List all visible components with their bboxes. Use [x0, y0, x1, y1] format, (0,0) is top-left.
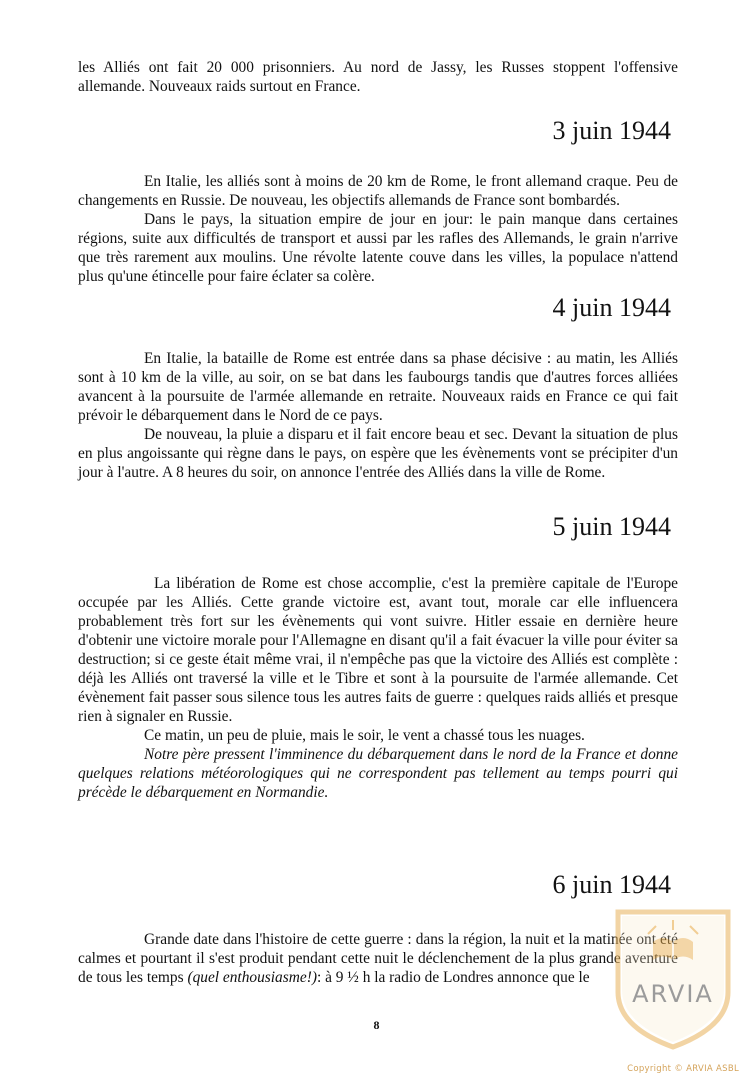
intro-paragraph: les Alliés ont fait 20 000 prisonniers. Au nord de Jassy, les Russes stoppent l'offensive allemande. Nouveaux raids surtout en France.: [78, 59, 678, 95]
june3-paragraph-2: Dans le pays, la situation empire de jour en jour: le pain manque dans certaines régions, suite aux difficultés de transport et aussi par les rafles des Allemands, le grain n'arrive que très rarement aux moulins. Une révolte latente couve dans les villes, la populace n'attend plus qu'une étincelle pour faire éclater sa colère.: [78, 211, 678, 285]
date-heading-6-june: 6 juin 1944: [552, 870, 671, 899]
watermark-text: ARVIA: [632, 980, 714, 1008]
june4-paragraph-2: De nouveau, la pluie a disparu et il fait encore beau et sec. Devant la situation de plus en plus angoissante qui règne dans le pays, on espère que les évènements vont se précipiter d'un jour à l'autre. A 8 heures du soir, on annonce l'entrée des Alliés dans la ville de Rome.: [78, 426, 678, 481]
june6-text-b: : à 9 ½ h la radio de Londres annonce que le: [316, 969, 590, 986]
date-heading-4-june: 4 juin 1944: [552, 293, 671, 322]
june5-paragraph-3: Notre père pressent l'imminence du débarquement dans le nord de la France et donne quelques relations météorologiques qui ne correspondent pas tellement au temps pourri qui précède le débarquement en Normandie.: [78, 746, 678, 801]
june3-paragraph-1: En Italie, les alliés sont à moins de 20 km de Rome, le front allemand craque. Peu de changements en Russie. De nouveau, les objectifs allemands de France sont bombardés.: [78, 173, 678, 209]
arvia-watermark: [608, 902, 738, 1052]
page-number: 8: [373, 1018, 380, 1032]
june5-paragraph-2: Ce matin, un peu de pluie, mais le soir, le vent a chassé tous les nuages.: [144, 727, 585, 744]
june6-paragraph-1: [78, 930, 678, 987]
june5-paragraph-1: La libération de Rome est chose accomplie, c'est la première capitale de l'Europe occupée par les Alliés. Cette grande victoire est, avant tout, morale car elle influencera probablement très fort sur les évènements qui vont suivre. Hitler essaie en dernière heure d'obtenir une victoire morale pour l'Allemagne en disant qu'il a fait évacuer la ville pour éviter sa destruction; si ce geste était même vrai, il n'empêche pas que la victoire des Alliés est complète : déjà les Alliés ont traversé la ville et le Tibre et sont à la poursuite de l'armée allemande. Cet évènement fait passer sous silence tous les autres faits de guerre : quelques raids alliés et presque rien à signaler en Russie.: [78, 575, 678, 725]
copyright-notice: Copyright © ARVIA ASBL: [627, 1064, 739, 1074]
june6-text-emphasis: (quel enthousiasme!): [187, 969, 317, 986]
june4-paragraph-1: En Italie, la bataille de Rome est entrée dans sa phase décisive : au matin, les Alliés sont à 10 km de la ville, au soir, on se bat dans les faubourgs tandis que d'autres forces alliées avancent à la poursuite de l'armée allemande en retraite. Nouveaux raids en France ce qui fait prévoir le débarquement dans le Nord de ce pays.: [78, 350, 678, 424]
date-heading-5-june: 5 juin 1944: [552, 512, 671, 541]
date-heading-3-june: 3 juin 1944: [552, 116, 671, 145]
june6-text-a: Grande date dans l'histoire de cette guerre : dans la région, la nuit et la matinée ont été calmes et pourtant il s'est produit pendant cette nuit le déclenchement de la plus grande aventure de tous les temps: [78, 931, 678, 986]
